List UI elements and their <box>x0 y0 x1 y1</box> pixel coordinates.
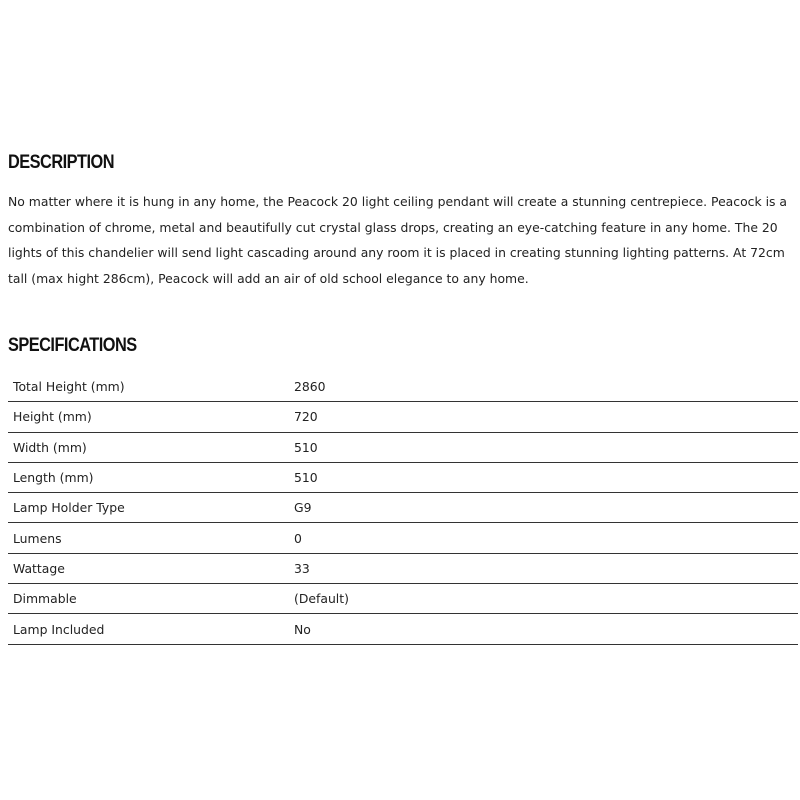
spec-row-dimmable <box>8 584 798 614</box>
spec-label: Lumens <box>8 523 289 553</box>
spec-label: Total Height (mm) <box>8 372 289 402</box>
spec-row-length <box>8 462 798 492</box>
specifications-heading: SPECIFICATIONS <box>8 335 137 356</box>
spec-value: 33 <box>289 553 798 583</box>
spec-row-wattage <box>8 553 798 583</box>
spec-value: 510 <box>289 462 798 492</box>
spec-label: Width (mm) <box>8 432 289 462</box>
spec-row-lamp-holder-type <box>8 493 798 523</box>
spec-label: Wattage <box>8 553 289 583</box>
spec-value: 0 <box>289 523 798 553</box>
spec-row-total-height <box>8 372 798 402</box>
spec-label: Height (mm) <box>8 402 289 432</box>
spec-label: Length (mm) <box>8 462 289 492</box>
spec-value: No <box>289 614 798 644</box>
spec-row-width <box>8 432 798 462</box>
spec-value: 510 <box>289 432 798 462</box>
spec-row-lumens <box>8 523 798 553</box>
description-text: No matter where it is hung in any home, the Peacock 20 light ceiling pendant will create a stunning centrepiece. Peacock is a combination of chrome, metal and beautifully cut crystal glass drops, creating an eye-catching feature in any home. The 20 lights of this chandelier will send light cascading around any room it is placed in creating stunning lighting patterns. At 72cm tall (max hight 286cm), Peacock will add an air of old school elegance to any home. <box>8 194 788 287</box>
spec-value: 720 <box>289 402 798 432</box>
specifications-table <box>8 372 798 645</box>
description-heading: DESCRIPTION <box>8 152 114 173</box>
spec-row-lamp-included <box>8 614 798 644</box>
spec-label: Lamp Included <box>8 614 289 644</box>
spec-label: Dimmable <box>8 584 289 614</box>
spec-value: 2860 <box>289 372 798 402</box>
spec-row-height <box>8 402 798 432</box>
spec-value: (Default) <box>289 584 798 614</box>
spec-label: Lamp Holder Type <box>8 493 289 523</box>
spec-value: G9 <box>289 493 798 523</box>
